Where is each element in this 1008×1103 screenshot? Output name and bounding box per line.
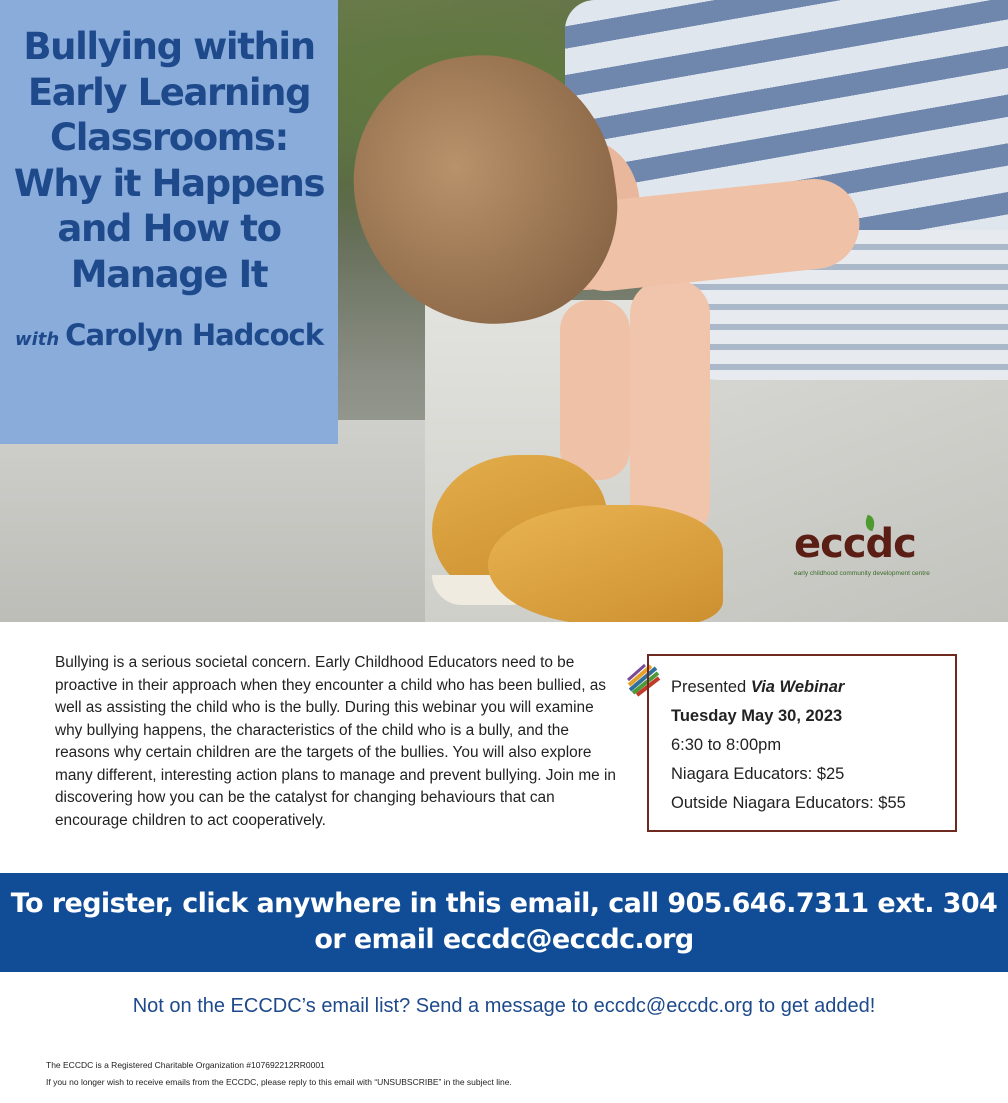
presenter	[0, 318, 338, 352]
child-shoe	[488, 505, 723, 622]
title-line: and How to	[57, 207, 281, 250]
title-panel	[0, 0, 338, 444]
presented-prefix: Presented	[671, 678, 747, 696]
register-banner[interactable]	[0, 873, 1008, 972]
logo-wordmark: eccdc	[794, 521, 916, 567]
title-line: Manage It	[70, 252, 268, 296]
outside-price: Outside Niagara Educators: $55	[671, 794, 906, 812]
logo-tagline: early childhood community development centre	[794, 570, 930, 577]
title-line: Early Learning	[27, 70, 311, 114]
niagara-price: Niagara Educators: $25	[671, 765, 845, 783]
title-line: Classrooms:	[50, 116, 288, 159]
presented-via: Via Webinar	[750, 678, 845, 696]
child-leg	[630, 280, 710, 540]
event-time: 6:30 to 8:00pm	[671, 736, 782, 754]
eccdc-logo[interactable]	[790, 520, 950, 582]
event-description: Bullying is a serious societal concern. Early Childhood Educators need to be proactive in their approach when they encounter a child who has been bullied, as well as assisting the child who is the bully. During this webinar you will examine why bullying happens, the characteristics of the child who is a bully, and the reasons why certain children are the targets of the bullies. You will also explore many different, interesting action plans to manage and prevent bullying. Join me in discovering how you can be the catalyst for changing behaviours that can encourage children to act cooperatively.	[55, 654, 616, 829]
child-leg	[560, 300, 630, 480]
unsubscribe-notice: If you no longer wish to receive emails from the ECCDC, please reply to this email with “UNSUBSCRIBE” in the subject line.	[46, 1077, 512, 1087]
event-date: Tuesday May 30, 2023	[671, 707, 843, 725]
concrete-ledge	[700, 360, 1008, 622]
presenter-name: Carolyn Hadcock	[65, 318, 324, 352]
event-details	[671, 673, 906, 818]
register-line-2[interactable]: or email eccdc@eccdc.org	[314, 924, 694, 955]
signup-link[interactable]: Not on the ECCDC’s email list? Send a message to eccdc@eccdc.org to get added!	[132, 995, 876, 1017]
title-line: Why it Happens	[13, 161, 325, 205]
title-line: Bullying within	[23, 25, 315, 68]
event-title	[0, 24, 338, 297]
presenter-with: with	[14, 329, 60, 350]
presented-line	[671, 673, 906, 702]
register-line-1[interactable]: To register, click anywhere in this email, call 905.646.7311 ext. 304	[10, 888, 998, 919]
charity-notice: The ECCDC is a Registered Charitable Organization #107692212RR0001	[46, 1060, 325, 1070]
